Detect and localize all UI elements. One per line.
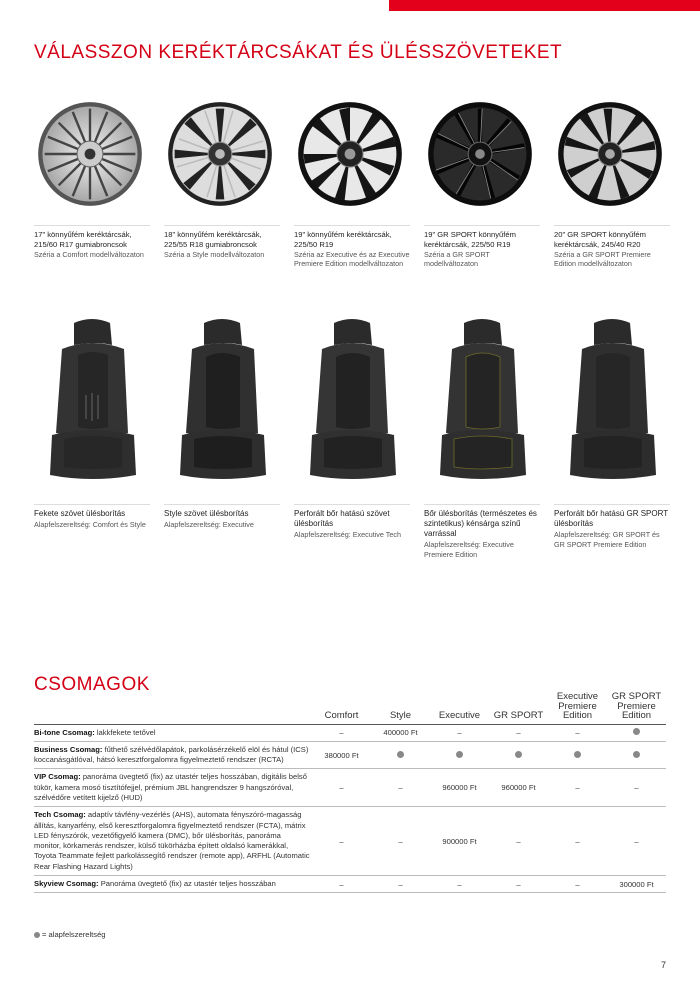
- page-number: 7: [661, 960, 667, 970]
- wheel-caption: [34, 225, 150, 259]
- wheel-card: [164, 100, 280, 269]
- package-cell: –: [548, 876, 607, 893]
- package-cell: –: [548, 807, 607, 876]
- seat-title: Perforált bőr hatású GR SPORT ülésborítás: [554, 509, 668, 528]
- col-header: GR SPORT Premiere Edition: [607, 692, 666, 724]
- table-row: [34, 741, 666, 769]
- seat-card: [294, 315, 410, 559]
- wheel-card: [34, 100, 150, 269]
- package-cell: –: [312, 876, 371, 893]
- standard-dot-icon: [397, 751, 404, 758]
- wheel-title: 17" könnyűfém keréktárcsák, 215/60 R17 gumiabroncsok: [34, 230, 132, 249]
- package-cell: –: [430, 876, 489, 893]
- wheel-card: [554, 100, 670, 269]
- standard-dot-icon: [515, 751, 522, 758]
- standard-dot-icon: [574, 751, 581, 758]
- package-cell: [371, 741, 430, 769]
- package-cell: –: [489, 807, 548, 876]
- wheel-image: [166, 100, 274, 208]
- wheel-subtitle: Széria a Style modellváltozaton: [164, 250, 265, 260]
- standard-dot-icon: [456, 751, 463, 758]
- standard-dot-icon: [633, 751, 640, 758]
- wheel-caption: [294, 225, 410, 269]
- seat-caption: [34, 504, 150, 530]
- page-title: VÁLASSZON KERÉKTÁRCSÁKAT ÉS ÜLÉSSZÖVETEKET: [34, 42, 563, 63]
- seat-card: [424, 315, 540, 559]
- package-cell: –: [312, 724, 371, 741]
- header-empty: [34, 692, 312, 724]
- seat-title: Bőr ülésborítás (természetes és szintetikus) kénsárga színű varrással: [424, 509, 537, 538]
- seats-row: [34, 315, 670, 559]
- wheel-card: [424, 100, 540, 269]
- seat-subtitle: Alapfelszereltség: Executive Premiere Edition: [424, 540, 514, 559]
- seat-title: Fekete szövet ülésborítás: [34, 509, 126, 518]
- package-description: [34, 741, 312, 769]
- seat-caption: [294, 504, 410, 540]
- package-cell: –: [371, 876, 430, 893]
- wheel-title: 18" könnyűfém keréktárcsák, 225/55 R18 gumiabroncsok: [164, 230, 262, 249]
- col-header: Comfort: [312, 692, 371, 724]
- seat-subtitle: Alapfelszereltség: GR SPORT és GR SPORT Premiere Edition: [554, 530, 660, 549]
- packages-table: [34, 692, 666, 893]
- package-cell: [430, 741, 489, 769]
- seat-title: Perforált bőr hatású szövet ülésborítás: [294, 509, 390, 528]
- packages-title: CSOMAGOK: [34, 674, 150, 695]
- table-body: [34, 724, 666, 893]
- package-contents: lakkfekete tetővel: [94, 727, 156, 737]
- seat-subtitle: Alapfelszereltség: Comfort és Style: [34, 520, 146, 529]
- col-header: Style: [371, 692, 430, 724]
- seat-card: [164, 315, 280, 559]
- package-contents: adaptív távfény-vezérlés (AHS), automata fényszóró-magasság állítás, kanyarfény, első keresztforgalomra figyelmeztető rendszer (FCTA), mátrix LED fényszórók, vezetőfigyelő kamera (DMC), bőr ülésborítás, panoráma monitor, körkamerás rendszer, külső tükörházba épített oldalsó kamerákkal, Toyota Teammate fejlett parkolássegítő rendszer (remote app), ARFHL (Automatic Rear Flashing Hazard Lights): [34, 810, 310, 871]
- wheel-image: [296, 100, 404, 208]
- table-row: [34, 876, 666, 893]
- package-cell: –: [371, 769, 430, 807]
- table-row: [34, 724, 666, 741]
- seat-caption: [164, 504, 280, 530]
- package-cell: 400000 Ft: [371, 724, 430, 741]
- wheel-card: [294, 100, 410, 269]
- package-cell: –: [548, 724, 607, 741]
- wheel-subtitle: Széria a GR SPORT modellváltozaton: [424, 250, 490, 269]
- package-name: Skyview Csomag:: [34, 879, 99, 889]
- seat-card: [34, 315, 150, 559]
- package-cell: –: [607, 807, 666, 876]
- top-red-bar: [389, 0, 700, 11]
- package-cell: [607, 724, 666, 741]
- seat-image: [164, 315, 280, 487]
- table-row: [34, 807, 666, 876]
- package-cell: 960000 Ft: [489, 769, 548, 807]
- col-header: Executive Premiere Edition: [548, 692, 607, 724]
- package-cell: –: [607, 769, 666, 807]
- seat-image: [34, 315, 150, 487]
- package-cell: 300000 Ft: [607, 876, 666, 893]
- package-cell: 900000 Ft: [430, 807, 489, 876]
- wheel-caption: [554, 225, 670, 269]
- seat-card: [554, 315, 670, 559]
- wheel-title: 19" GR SPORT könnyűfém keréktárcsák, 225/50 R19: [424, 230, 516, 249]
- package-cell: –: [489, 724, 548, 741]
- package-contents: fűthető szélvédőlapátok, parkolásérzékelő elöl és hátul (ICS) koccanásgátlóval, hátsó keresztforgalomra figyelmeztető rendszer (RCTA): [34, 744, 309, 765]
- wheels-row: [34, 100, 670, 269]
- wheel-subtitle: Széria a GR SPORT Premiere Edition modellváltozaton: [554, 250, 651, 269]
- wheel-caption: [424, 225, 540, 269]
- wheel-image: [556, 100, 664, 208]
- col-header: GR SPORT: [489, 692, 548, 724]
- legend-text: = alapfelszereltség: [42, 930, 106, 939]
- wheel-image: [426, 100, 534, 208]
- wheel-subtitle: Széria a Comfort modellváltozaton: [34, 250, 144, 260]
- seat-subtitle: Alapfelszereltség: Executive: [164, 520, 254, 529]
- package-cell: –: [371, 807, 430, 876]
- package-cell: [548, 741, 607, 769]
- seat-title: Style szövet ülésborítás: [164, 509, 249, 518]
- package-cell: [489, 741, 548, 769]
- seat-caption: [554, 504, 670, 549]
- package-name: Tech Csomag:: [34, 810, 86, 820]
- table-header-row: [34, 692, 666, 724]
- package-description: [34, 876, 312, 893]
- package-cell: –: [430, 724, 489, 741]
- seat-image: [424, 315, 540, 487]
- package-cell: –: [548, 769, 607, 807]
- wheel-subtitle: Széria az Executive és az Executive Premiere Edition modellváltozaton: [294, 250, 410, 269]
- package-cell: –: [312, 807, 371, 876]
- seat-image: [294, 315, 410, 487]
- package-description: [34, 724, 312, 741]
- standard-dot-icon: [633, 728, 640, 735]
- wheel-title: 19" könnyűfém keréktárcsák, 225/50 R19: [294, 230, 392, 249]
- wheel-title: 20" GR SPORT könnyűfém keréktárcsák, 245/40 R20: [554, 230, 646, 249]
- col-header: Executive: [430, 692, 489, 724]
- bullet-icon: [34, 932, 40, 938]
- package-cell: 380000 Ft: [312, 741, 371, 769]
- package-description: [34, 807, 312, 876]
- package-cell: –: [312, 769, 371, 807]
- package-contents: Panoráma üvegtető (fix) az utastér teljes hosszában: [98, 879, 276, 889]
- legend: [34, 930, 106, 939]
- seat-caption: [424, 504, 540, 559]
- package-cell: [607, 741, 666, 769]
- package-cell: 960000 Ft: [430, 769, 489, 807]
- package-contents: panoráma üvegtető (fix) az utastér teljes hosszában, digitális belső tükör, kamera mosó tisztítófejjel, prémium JBL hangrendszer 9 hangszóróval, szélvédőre vetített kijelző (HUD): [34, 772, 307, 802]
- package-name: Business Csomag:: [34, 744, 103, 754]
- seat-image: [554, 315, 670, 487]
- wheel-image: [36, 100, 144, 208]
- package-name: Bi-tone Csomag:: [34, 727, 95, 737]
- package-description: [34, 769, 312, 807]
- seat-subtitle: Alapfelszereltség: Executive Tech: [294, 530, 401, 539]
- package-cell: –: [489, 876, 548, 893]
- table-row: [34, 769, 666, 807]
- wheel-caption: [164, 225, 280, 259]
- package-name: VIP Csomag:: [34, 772, 81, 782]
